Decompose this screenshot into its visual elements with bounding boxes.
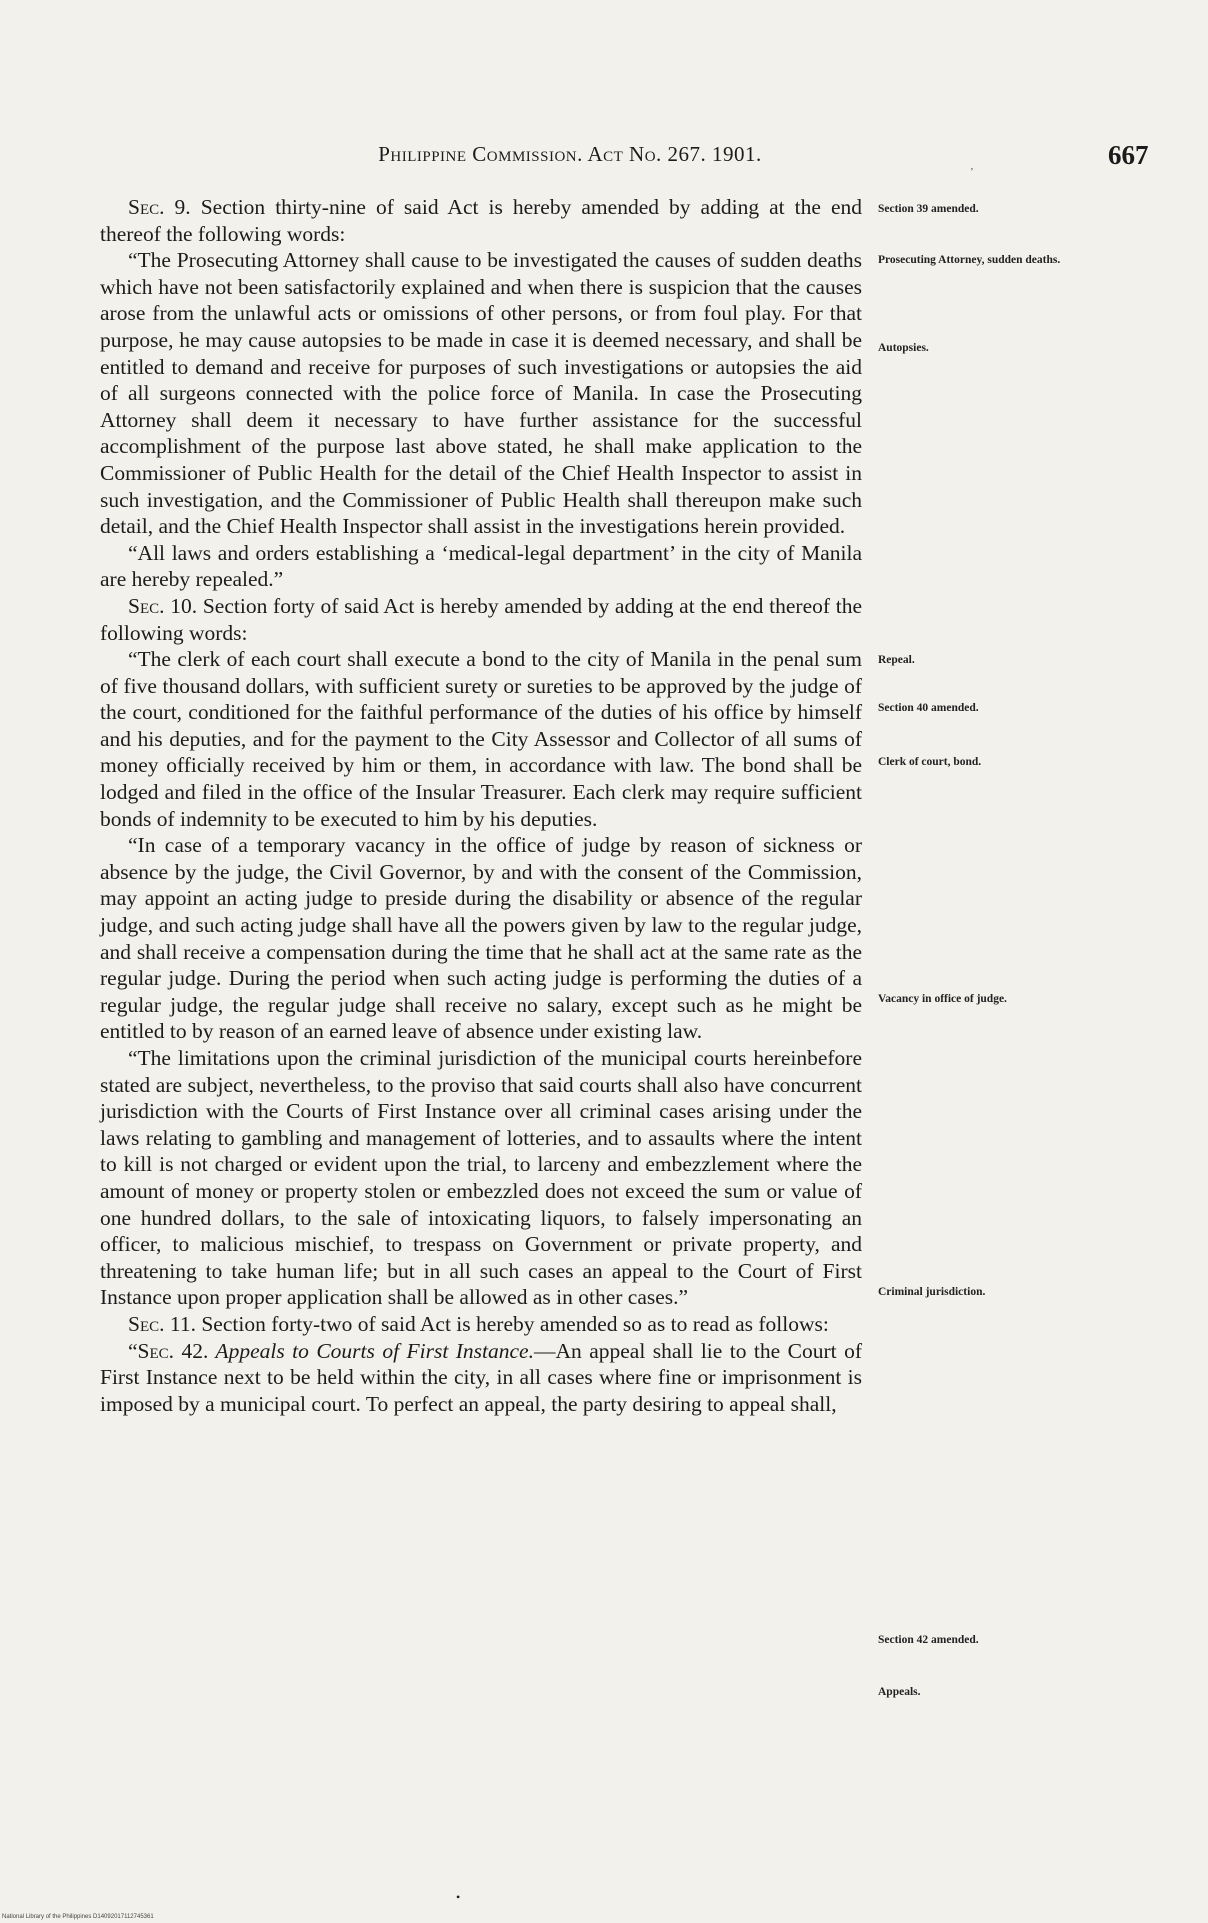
margin-note-repeal: Repeal. <box>878 654 915 666</box>
section-lead: Sec. 11. <box>128 1311 196 1336</box>
paragraph-text: —An appeal shall lie to the Court of First Instance next to be held within the city, in all cases where fine or imprisonment is imposed by a municipal court. To perfect an appeal, the party desiring to appeal shall, <box>100 1338 862 1416</box>
paragraph-text: “All laws and orders establishing a ‘medical-legal department’ in the city of Manila are hereby repealed.” <box>100 540 862 592</box>
margin-note-section-40: Section 40 amended. <box>878 702 979 714</box>
paragraph-sec-11 <box>100 1311 862 1338</box>
print-mark: ’ <box>970 166 974 178</box>
paragraph-sec-10 <box>100 593 862 646</box>
paragraph-prosecuting-attorney <box>100 247 862 540</box>
margin-note-vacancy: Vacancy in office of judge. <box>878 993 1007 1005</box>
section-lead: Sec. 9. <box>128 195 191 219</box>
section-lead: Sec. 10. <box>128 593 198 618</box>
body-text <box>100 194 862 1417</box>
paragraph-text: “In case of a temporary vacancy in the office of judge by reason of sickness or absence by the judge, the Civil Governor, by and with the consent of the Commission, may appoint an acting judge to preside during the disability or absence of the regular judge, and such acting judge shall have all the powers given by law to the regular judge, and shall receive a compensation during the time that he shall act at the same rate as the regular judge. During the period when such acting judge is performing the duties of a regular judge, the regular judge shall receive no salary, except such as he might be entitled to by reason of an earned leave of absence under existing law. <box>100 833 862 1044</box>
paragraph-repeal <box>100 540 862 593</box>
print-mark: • <box>456 1890 461 1904</box>
paragraph-text: “The limitations upon the criminal jurisdiction of the municipal courts hereinbefore stated are subject, nevertheless, to the proviso that said courts shall also have concurrent jurisdiction with the Courts of First Instance over all criminal cases arising under the laws relating to gambling and management of lotteries, and to assaults where the intent to kill is not charged or evident upon the trial, to larceny and embezzlement where the amount of money or property stolen or embezzled does not exceed the sum or value of one hundred dollars, to the sale of intoxicating liquors, to falsely impersonating an officer, to malicious mischief, to trespass on Government or private property, and threatening to take human life; but in all such cases an appeal to the Court of First Instance upon proper application shall be allowed as in other cases.” <box>100 1046 862 1310</box>
margin-note-autopsies: Autopsies. <box>878 342 929 354</box>
section-heading-italic: Appeals to Courts of First Instance. <box>208 1338 534 1363</box>
section-lead: “Sec. 42. <box>128 1338 209 1363</box>
paragraph-text: Section forty of said Act is hereby amended by adding at the end thereof the following words: <box>100 593 863 645</box>
paragraph-sec-9 <box>100 194 862 247</box>
paragraph-text: “The Prosecuting Attorney shall cause to be investigated the causes of sudden deaths which have not been satisfactorily explained and when there is suspicion that the causes arose from the unlawful acts or omissions of other persons, or from foul play. For that purpose, he may cause autopsies to be made in case it is deemed necessary, and shall be entitled to demand and receive for purposes of such investigations or autopsies the aid of all surgeons connected with the police force of Manila. In case the Prosecuting Attorney shall deem it necessary to have further assistance for the successful accomplishment of the purpose last above stated, he shall make application to the Commissioner of Public Health for the detail of the Chief Health Inspector to assist in such investigation, and the Commissioner of Public Health shall thereupon make such detail, and the Chief Health Inspector shall assist in the investigations herein provided. <box>100 248 862 539</box>
margin-note-clerk-bond: Clerk of court, bond. <box>878 756 982 768</box>
paragraph-clerk-bond <box>100 646 862 832</box>
paragraph-text: Section thirty-nine of said Act is hereby amended by adding at the end thereof the following words: <box>100 195 862 246</box>
margin-note-prosecuting-attorney: Prosecuting Attorney, sudden deaths. <box>878 254 1061 266</box>
paragraph-text: Section forty-two of said Act is hereby amended so as to read as follows: <box>195 1311 829 1336</box>
margin-note-appeals: Appeals. <box>878 1686 921 1698</box>
margin-note-section-42: Section 42 amended. <box>878 1634 979 1646</box>
running-title: Philippine Commission. Act No. 267. 1901. <box>378 142 762 166</box>
paragraph-sec-42 <box>100 1338 862 1418</box>
paragraph-text: “The clerk of each court shall execute a bond to the city of Manila in the penal sum of five thousand dollars, with sufficient surety or sureties to be approved by the judge of the court, conditioned for the faithful performance of the duties of his office by himself and his deputies, and for the payment to the City Assessor and Collector of all sums of money officially received by him or them, in accordance with law. The bond shall be lodged and filed in the office of the Insular Treasurer. Each clerk may require sufficient bonds of indemnity to be executed to him by his deputies. <box>100 647 862 831</box>
margin-note-section-39: Section 39 amended. <box>878 203 979 215</box>
margin-note-criminal-jurisdiction: Criminal jurisdiction. <box>878 1286 986 1298</box>
paragraph-criminal-jurisdiction <box>100 1045 862 1311</box>
scan-credit: National Library of the Philippines D14092017112745361 <box>2 1914 154 1920</box>
paragraph-vacancy <box>100 832 862 1045</box>
page-number: 667 <box>1108 140 1149 170</box>
